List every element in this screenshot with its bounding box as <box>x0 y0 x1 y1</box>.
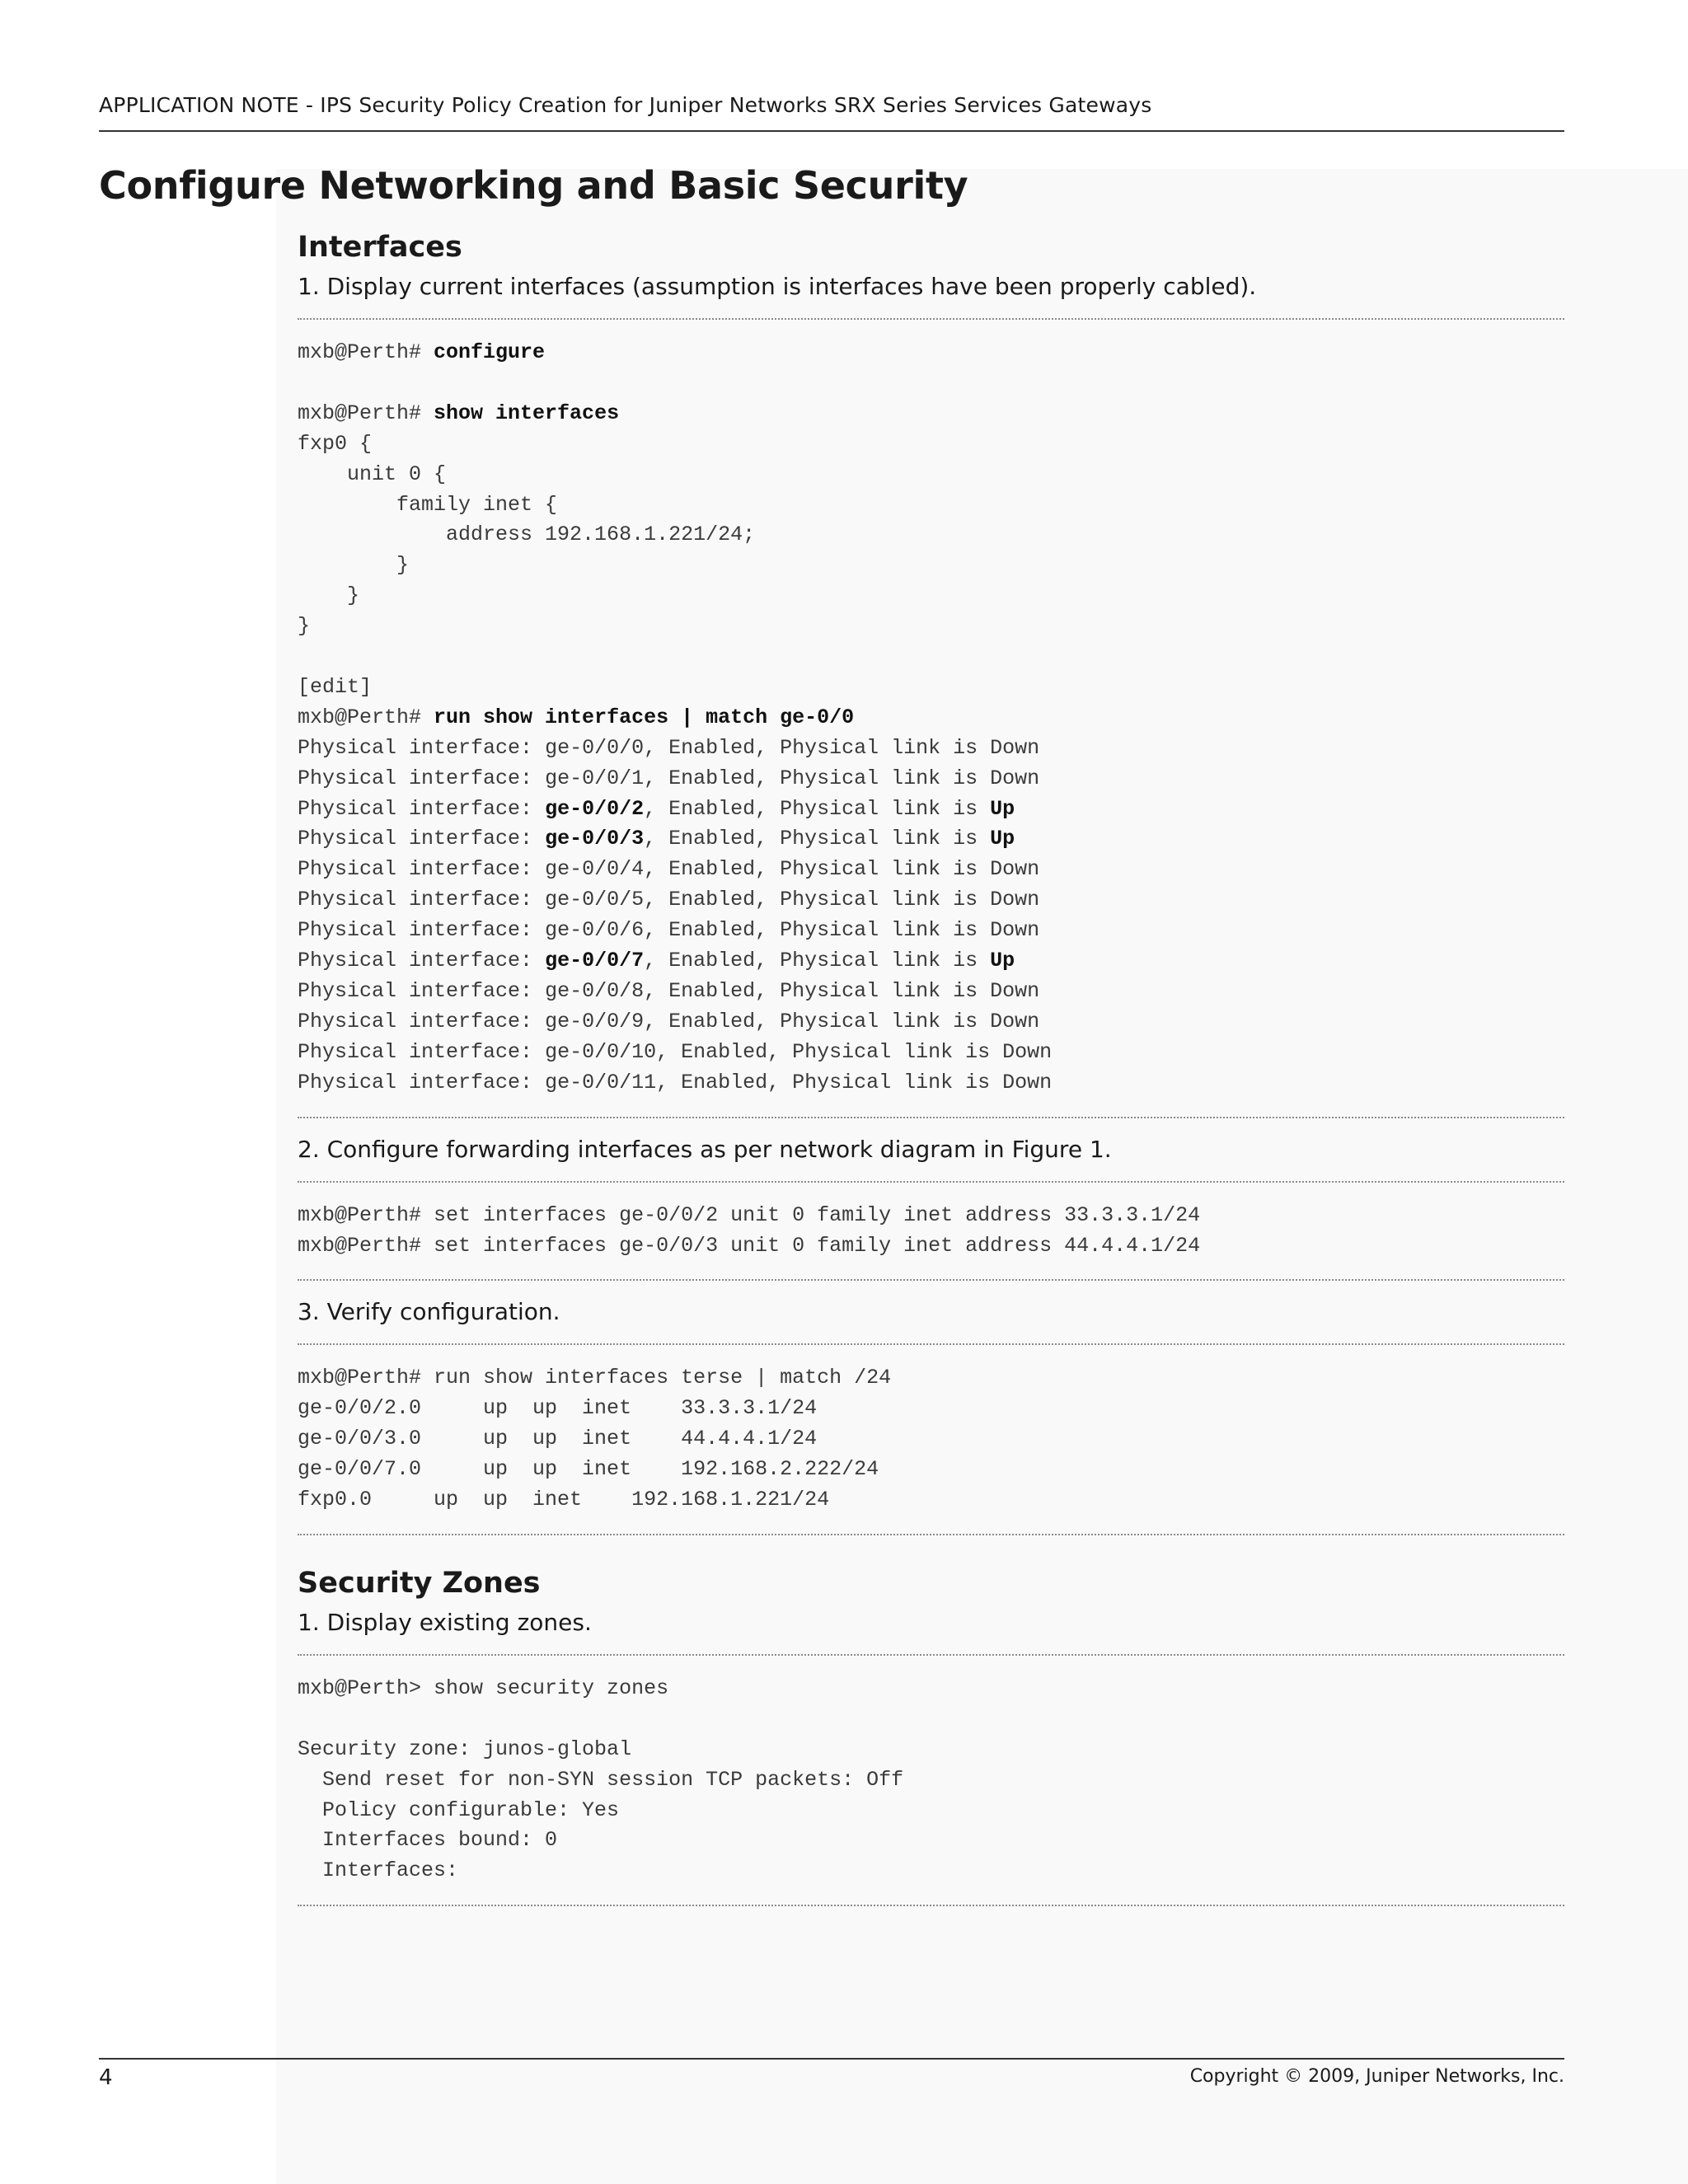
shell-command: configure <box>434 340 546 364</box>
code-line <box>298 429 1564 460</box>
page-number: 4 <box>99 2065 113 2090</box>
interface-name: ge-0/0/1 <box>545 766 645 790</box>
interfaces-heading: Interfaces <box>298 231 462 264</box>
code-line <box>298 794 1564 825</box>
code-line <box>298 490 1564 521</box>
code-text: Physical interface: <box>298 949 546 973</box>
running-header: APPLICATION NOTE - IPS Security Policy Creation for Juniper Networks SRX Series Services Gateways <box>99 93 1152 117</box>
code-line: mxb@Perth> show security zones <box>298 1675 669 1700</box>
code-text: [edit] <box>298 674 373 699</box>
code-line <box>298 1704 1564 1735</box>
code-line: ge-0/0/7.0 up up inet 192.168.2.222/24 <box>298 1457 879 1482</box>
code-line <box>298 460 1564 490</box>
code-text: , Enabled, Physical link is <box>644 735 991 760</box>
link-state: Up <box>990 827 1015 851</box>
code-line: Interfaces: <box>298 1858 459 1883</box>
interfaces-step-1: 1. Display current interfaces (assumption is interfaces have been properly cabled). <box>298 273 1257 300</box>
code-text: Physical interface: <box>298 766 546 790</box>
interfaces-step-2: 2. Configure forwarding interfaces as per network diagram in Figure 1. <box>298 1135 1112 1163</box>
code-block-show-zones <box>298 1674 1564 1886</box>
interface-name: ge-0/0/0 <box>545 735 645 760</box>
code-text: Physical interface: <box>298 888 546 912</box>
interface-name: ge-0/0/2 <box>545 796 645 821</box>
document-body <box>298 227 1564 1906</box>
link-state: Down <box>990 766 1040 790</box>
code-line: Send reset for non-SYN session TCP packets: Off <box>298 1767 904 1792</box>
code-text: Physical interface: <box>298 918 546 943</box>
link-state: Down <box>990 735 1040 760</box>
interface-name: ge-0/0/11 <box>545 1070 657 1094</box>
dotted-rule <box>298 1905 1564 1906</box>
code-text: Physical interface: <box>298 735 546 760</box>
code-line <box>298 368 1564 399</box>
code-text: Physical interface: <box>298 1009 546 1033</box>
code-line: Security zone: junos-global <box>298 1736 632 1761</box>
code-line <box>298 733 1564 764</box>
shell-prompt: mxb@Perth# <box>298 705 434 729</box>
code-text: , Enabled, Physical link is <box>644 1009 991 1033</box>
code-line: mxb@Perth# run show interfaces terse | match /24 <box>298 1366 892 1390</box>
code-line <box>298 946 1564 977</box>
code-line: Interfaces bound: 0 <box>298 1828 558 1853</box>
link-state: Down <box>990 918 1040 943</box>
code-line <box>298 885 1564 916</box>
code-text: family inet { <box>298 492 558 517</box>
link-state: Down <box>1002 1070 1053 1094</box>
code-line <box>298 338 1564 368</box>
interface-name: ge-0/0/4 <box>545 857 645 882</box>
code-line <box>298 1068 1564 1099</box>
interface-name: ge-0/0/10 <box>545 1039 657 1064</box>
interface-name: ge-0/0/5 <box>545 888 645 912</box>
code-text: } <box>298 553 410 578</box>
link-state: Down <box>990 857 1040 882</box>
code-line <box>298 855 1564 885</box>
code-text: Physical interface: <box>298 827 546 851</box>
code-line: fxp0.0 up up inet 192.168.1.221/24 <box>298 1488 830 1512</box>
zones-step-1: 1. Display existing zones. <box>298 1608 592 1636</box>
code-line: Policy configurable: Yes <box>298 1797 620 1822</box>
code-text: } <box>298 614 311 639</box>
code-text: Physical interface: <box>298 857 546 882</box>
code-line <box>298 977 1564 1007</box>
code-text: , Enabled, Physical link is <box>644 766 991 790</box>
code-text: , Enabled, Physical link is <box>644 918 991 943</box>
code-text: , Enabled, Physical link is <box>644 827 991 851</box>
code-line <box>298 916 1564 946</box>
link-state: Down <box>990 979 1040 1003</box>
interface-name: ge-0/0/9 <box>545 1009 645 1033</box>
interfaces-step-3: 3. Verify configuration. <box>298 1298 560 1326</box>
interface-name: ge-0/0/7 <box>545 949 645 973</box>
link-state: Up <box>990 796 1015 821</box>
code-block-verify <box>298 1363 1564 1516</box>
header-rule <box>99 130 1564 132</box>
link-state: Down <box>990 888 1040 912</box>
section-title: Configure Networking and Basic Security <box>99 163 968 208</box>
code-text: , Enabled, Physical link is <box>656 1070 1003 1094</box>
security-zones-heading: Security Zones <box>298 1566 541 1600</box>
code-text: Physical interface: <box>298 796 546 821</box>
link-state: Up <box>990 949 1015 973</box>
code-text: address 192.168.1.221/24; <box>298 523 756 547</box>
code-line <box>298 673 1564 703</box>
footer-rule <box>99 2058 1564 2060</box>
code-line <box>298 612 1564 642</box>
code-text: Physical interface: <box>298 1070 546 1094</box>
code-line <box>298 703 1564 733</box>
code-text: fxp0 { <box>298 431 373 456</box>
link-state: Down <box>1002 1039 1053 1064</box>
shell-prompt: mxb@Perth# <box>298 401 434 425</box>
code-block-show-interfaces <box>298 338 1564 1099</box>
code-line <box>298 581 1564 612</box>
code-line: ge-0/0/2.0 up up inet 33.3.3.1/24 <box>298 1396 818 1421</box>
shell-command: run show interfaces | match ge-0/0 <box>434 705 855 729</box>
code-line <box>298 551 1564 581</box>
code-line <box>298 399 1564 429</box>
interface-name: ge-0/0/3 <box>545 827 645 851</box>
code-text: , Enabled, Physical link is <box>656 1039 1003 1064</box>
copyright: Copyright © 2009, Juniper Networks, Inc. <box>1189 2066 1564 2087</box>
code-text: , Enabled, Physical link is <box>644 949 991 973</box>
code-line <box>298 1007 1564 1038</box>
shell-prompt: mxb@Perth# <box>298 340 434 364</box>
code-line <box>298 520 1564 551</box>
code-line: mxb@Perth# set interfaces ge-0/0/2 unit 0 family inet address 33.3.3.1/24 <box>298 1202 1201 1227</box>
code-line <box>298 764 1564 794</box>
code-text: unit 0 { <box>298 462 447 486</box>
code-text: , Enabled, Physical link is <box>644 888 991 912</box>
code-text: Physical interface: <box>298 979 546 1003</box>
code-text: , Enabled, Physical link is <box>644 979 991 1003</box>
code-text: , Enabled, Physical link is <box>644 796 991 821</box>
link-state: Down <box>990 1009 1040 1033</box>
code-text: , Enabled, Physical link is <box>644 857 991 882</box>
code-line: ge-0/0/3.0 up up inet 44.4.4.1/24 <box>298 1427 818 1451</box>
code-line <box>298 824 1564 855</box>
code-line: mxb@Perth# set interfaces ge-0/0/3 unit 0 family inet address 44.4.4.1/24 <box>298 1233 1201 1258</box>
code-line <box>298 1038 1564 1068</box>
code-text: } <box>298 583 360 608</box>
code-text: Physical interface: <box>298 1039 546 1064</box>
interface-name: ge-0/0/6 <box>545 918 645 943</box>
code-block-set-interfaces <box>298 1201 1564 1262</box>
code-line <box>298 642 1564 673</box>
interface-name: ge-0/0/8 <box>545 979 645 1003</box>
shell-command: show interfaces <box>434 401 620 425</box>
